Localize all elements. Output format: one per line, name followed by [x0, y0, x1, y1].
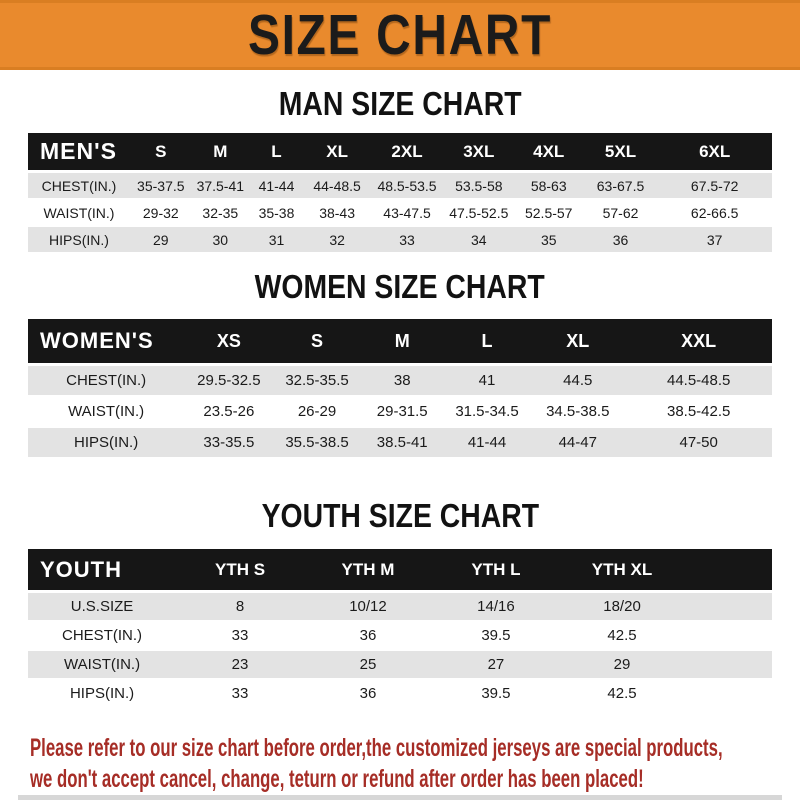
size-value: 35.5-38.5	[274, 428, 361, 459]
size-column-header: 3XL	[444, 133, 514, 173]
size-value: 29-32	[130, 200, 192, 227]
measurement-row	[28, 622, 772, 651]
size-value: 42.5	[560, 680, 684, 709]
size-column-header: XL	[530, 319, 625, 366]
row-label: HIPS(IN.)	[28, 680, 176, 709]
size-column-header: M	[361, 319, 444, 366]
size-value: 29.5-32.5	[184, 366, 273, 397]
size-header-row	[28, 319, 772, 366]
size-column-header: XL	[304, 133, 370, 173]
size-value: 39.5	[432, 622, 560, 651]
size-header-row	[28, 133, 772, 173]
size-value: 41-44	[249, 173, 304, 200]
size-column-header: L	[249, 133, 304, 173]
size-column-header: 6XL	[657, 133, 772, 173]
size-value: 36	[584, 227, 658, 254]
size-value: 33	[176, 622, 304, 651]
row-label: U.S.SIZE	[28, 593, 176, 622]
size-value: 53.5-58	[444, 173, 514, 200]
man-size-section	[0, 87, 800, 254]
size-column-header: S	[130, 133, 192, 173]
size-value: 27	[432, 651, 560, 680]
row-label: CHEST(IN.)	[28, 173, 130, 200]
size-value: 32	[304, 227, 370, 254]
spacer-cell	[684, 680, 772, 709]
spacer-cell	[684, 622, 772, 651]
size-value: 23	[176, 651, 304, 680]
youth-section-heading: YOUTH SIZE CHART	[261, 497, 539, 534]
measurement-row	[28, 397, 772, 428]
row-label: HIPS(IN.)	[28, 227, 130, 254]
size-value: 37.5-41	[192, 173, 249, 200]
size-value: 10/12	[304, 593, 432, 622]
row-label: WAIST(IN.)	[28, 651, 176, 680]
size-value: 8	[176, 593, 304, 622]
size-value: 32-35	[192, 200, 249, 227]
size-value: 29	[130, 227, 192, 254]
size-value: 33	[176, 680, 304, 709]
size-value: 44-48.5	[304, 173, 370, 200]
size-column-header: L	[444, 319, 530, 366]
size-column-header: YTH XL	[560, 549, 684, 593]
size-value: 44-47	[530, 428, 625, 459]
size-value: 29-31.5	[361, 397, 444, 428]
measurement-row	[28, 200, 772, 227]
size-value: 35-38	[249, 200, 304, 227]
size-column-header: 5XL	[584, 133, 658, 173]
size-value: 14/16	[432, 593, 560, 622]
measurement-row	[28, 428, 772, 459]
table-title-cell: WOMEN'S	[28, 319, 184, 366]
row-label: CHEST(IN.)	[28, 366, 184, 397]
measurement-row	[28, 593, 772, 622]
table-title-cell: MEN'S	[28, 133, 130, 173]
size-column-header: YTH S	[176, 549, 304, 593]
disclaimer-line-2: we don't accept cancel, change, teturn or refund after order has been placed!	[30, 765, 644, 793]
size-value: 18/20	[560, 593, 684, 622]
size-column-header: S	[274, 319, 361, 366]
size-value: 25	[304, 651, 432, 680]
size-value: 57-62	[584, 200, 658, 227]
size-value: 42.5	[560, 622, 684, 651]
size-value: 48.5-53.5	[370, 173, 444, 200]
size-value: 36	[304, 680, 432, 709]
size-value: 44.5-48.5	[625, 366, 772, 397]
size-value: 63-67.5	[584, 173, 658, 200]
measurement-row	[28, 173, 772, 200]
size-value: 33-35.5	[184, 428, 273, 459]
size-value: 26-29	[274, 397, 361, 428]
womens-size-table	[28, 319, 772, 459]
measurement-row	[28, 227, 772, 254]
size-value: 32.5-35.5	[274, 366, 361, 397]
table-title-cell: YOUTH	[28, 549, 176, 593]
size-column-header: XXL	[625, 319, 772, 366]
size-value: 37	[657, 227, 772, 254]
size-value: 35-37.5	[130, 173, 192, 200]
size-value: 41-44	[444, 428, 530, 459]
size-value: 52.5-57	[514, 200, 584, 227]
size-value: 38.5-42.5	[625, 397, 772, 428]
size-value: 41	[444, 366, 530, 397]
man-section-heading: MAN SIZE CHART	[278, 85, 522, 122]
size-value: 38.5-41	[361, 428, 444, 459]
spacer-cell	[684, 549, 772, 593]
measurement-row	[28, 651, 772, 680]
size-column-header: 4XL	[514, 133, 584, 173]
row-label: WAIST(IN.)	[28, 397, 184, 428]
size-value: 47.5-52.5	[444, 200, 514, 227]
size-value: 30	[192, 227, 249, 254]
youth-size-table	[28, 549, 772, 709]
size-value: 35	[514, 227, 584, 254]
size-value: 67.5-72	[657, 173, 772, 200]
size-value: 36	[304, 622, 432, 651]
size-column-header: YTH M	[304, 549, 432, 593]
size-value: 39.5	[432, 680, 560, 709]
row-label: HIPS(IN.)	[28, 428, 184, 459]
women-size-section	[0, 270, 800, 459]
size-value: 29	[560, 651, 684, 680]
size-value: 44.5	[530, 366, 625, 397]
size-value: 38	[361, 366, 444, 397]
size-value: 47-50	[625, 428, 772, 459]
page-title: SIZE CHART	[247, 2, 553, 67]
size-header-row	[28, 549, 772, 593]
size-value: 33	[370, 227, 444, 254]
size-value: 58-63	[514, 173, 584, 200]
mens-size-table	[28, 133, 772, 254]
size-value: 31	[249, 227, 304, 254]
row-label: CHEST(IN.)	[28, 622, 176, 651]
size-chart-banner	[0, 0, 800, 70]
measurement-row	[28, 366, 772, 397]
spacer-cell	[684, 593, 772, 622]
youth-size-section	[0, 499, 800, 709]
measurement-row	[28, 680, 772, 709]
size-value: 34	[444, 227, 514, 254]
bottom-divider	[18, 795, 782, 800]
size-column-header: 2XL	[370, 133, 444, 173]
size-value: 62-66.5	[657, 200, 772, 227]
size-value: 43-47.5	[370, 200, 444, 227]
size-column-header: YTH L	[432, 549, 560, 593]
size-value: 34.5-38.5	[530, 397, 625, 428]
spacer-cell	[684, 651, 772, 680]
order-disclaimer	[30, 733, 800, 795]
row-label: WAIST(IN.)	[28, 200, 130, 227]
size-column-header: M	[192, 133, 249, 173]
size-value: 38-43	[304, 200, 370, 227]
women-section-heading: WOMEN SIZE CHART	[254, 268, 546, 305]
size-value: 23.5-26	[184, 397, 273, 428]
size-value: 31.5-34.5	[444, 397, 530, 428]
disclaimer-line-1: Please refer to our size chart before order,the customized jerseys are special products,	[30, 734, 723, 762]
size-column-header: XS	[184, 319, 273, 366]
